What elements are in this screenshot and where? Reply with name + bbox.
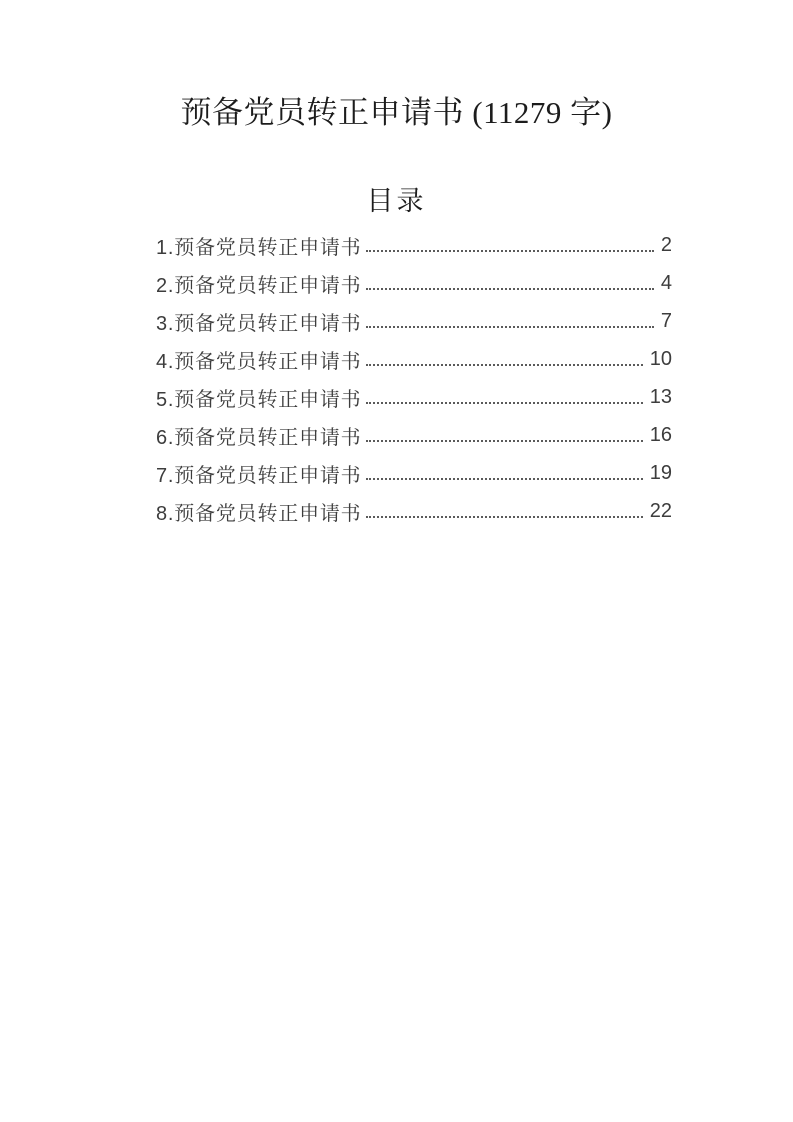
toc-entry-label: 1.预备党员转正申请书: [156, 236, 362, 259]
toc-entry-page-number: 7: [660, 309, 672, 332]
toc-leader-dots: [366, 440, 642, 442]
toc-entry[interactable]: [156, 378, 672, 416]
toc-entry-label: 8.预备党员转正申请书: [156, 502, 362, 525]
toc-entry[interactable]: [156, 416, 672, 454]
toc-entry-label: 3.预备党员转正申请书: [156, 312, 362, 335]
toc-leader-dots: [366, 250, 653, 252]
toc-leader-dots: [366, 402, 642, 404]
toc-heading: 目录: [366, 186, 427, 216]
toc-entry-label: 2.预备党员转正申请书: [156, 274, 362, 297]
toc-entry-page-number: 13: [649, 385, 672, 408]
toc-list: [0, 226, 793, 530]
toc-leader-dots: [366, 478, 642, 480]
toc-entry-page-number: 2: [660, 233, 672, 256]
toc-leader-dots: [366, 288, 653, 290]
toc-entry[interactable]: [156, 340, 672, 378]
toc-entry-label: 7.预备党员转正申请书: [156, 464, 362, 487]
toc-entry-page-number: 10: [649, 347, 672, 370]
toc-entry[interactable]: [156, 302, 672, 340]
toc-entry[interactable]: [156, 492, 672, 530]
toc-entry[interactable]: [156, 226, 672, 264]
document-title: 预备党员转正申请书 (11279 字): [180, 95, 613, 130]
toc-entry[interactable]: [156, 454, 672, 492]
toc-leader-dots: [366, 326, 653, 328]
toc-entry-label: 5.预备党员转正申请书: [156, 388, 362, 411]
toc-entry-label: 4.预备党员转正申请书: [156, 350, 362, 373]
toc-entry-page-number: 4: [660, 271, 672, 294]
toc-leader-dots: [366, 516, 642, 518]
toc-entry-page-number: 19: [649, 461, 672, 484]
toc-entry-page-number: 22: [649, 499, 672, 522]
toc-entry[interactable]: [156, 264, 672, 302]
toc-entry-page-number: 16: [649, 423, 672, 446]
toc-entry-label: 6.预备党员转正申请书: [156, 426, 362, 449]
toc-leader-dots: [366, 364, 642, 366]
